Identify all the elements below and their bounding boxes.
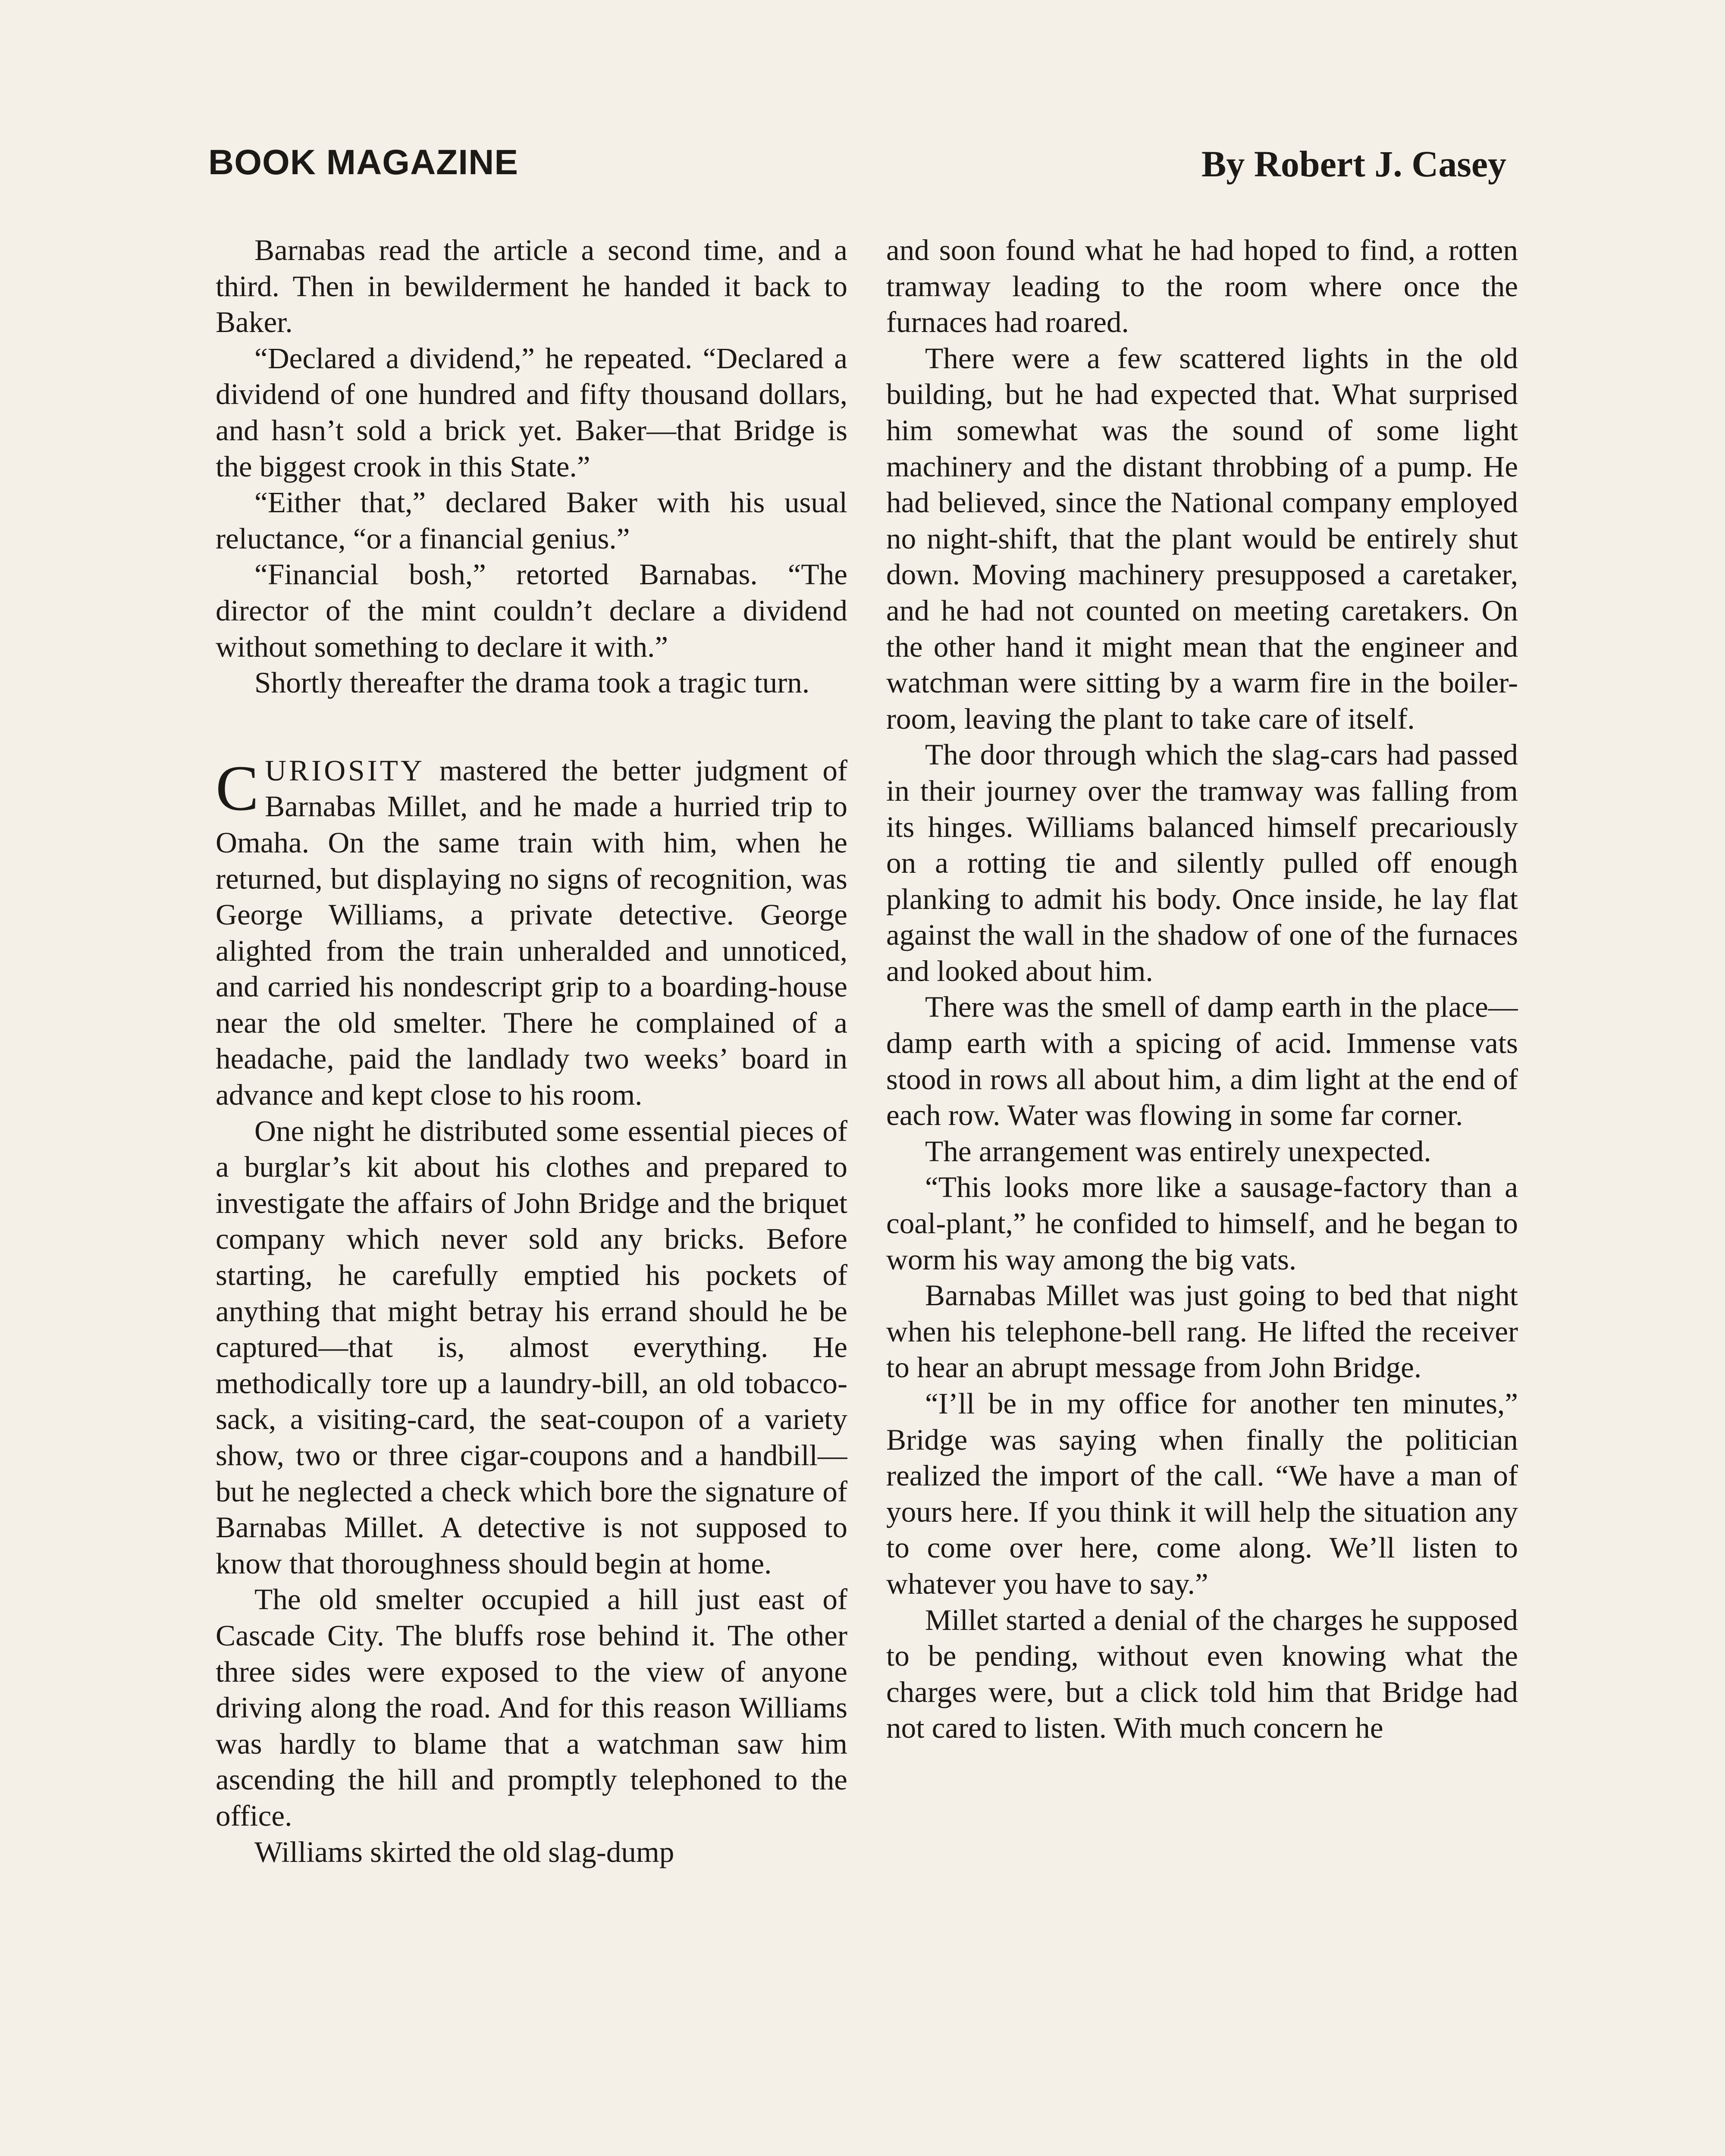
left-column: [216, 232, 847, 2156]
paragraph: Shortly thereafter the drama took a tragic turn.: [254, 666, 810, 699]
paragraph: Williams skirted the old slag-dump: [254, 1835, 674, 1868]
right-column: [886, 232, 1518, 2156]
section-break: [216, 701, 847, 752]
paragraph: The door through which the slag-cars had passed in their journey over the tramway was falling from its hinges. Williams balanced himself precariously on a rotting tie and silently pulled off enough planking to admit his body. Once inside, he lay flat against the wall in the shadow of one of the furnaces and looked about him.: [886, 738, 1518, 987]
paragraph: “Either that,” declared Baker with his usual reluctance, “or a financial genius.”: [216, 486, 847, 555]
magazine-title: BOOK MAGAZINE: [208, 143, 519, 182]
paragraph: Millet started a denial of the charges he supposed to be pending, without even knowing what the charges were, but a click told him that Bridge had not cared to listen. With much concern he: [886, 1603, 1518, 1745]
paragraph: “This looks more like a sausage-factory than a coal-plant,” he confided to himself, and he began to worm his way among the big vats.: [886, 1170, 1518, 1276]
paragraph: Barnabas read the article a second time, and a third. Then in bewilderment he handed it back to Baker.: [216, 233, 847, 339]
paragraph: and soon found what he had hoped to find, a rotten tramway leading to the room where once the furnaces had roared.: [886, 233, 1518, 339]
paragraph: “I’ll be in my office for another ten minutes,” Bridge was saying when finally the politician realized the import of the call. “We have a man of yours here. If you think it will help the situation any to come over here, come along. We’ll listen to whatever you have to say.”: [886, 1387, 1518, 1600]
paragraph: The old smelter occupied a hill just east of Cascade City. The bluffs rose behind it. The other three sides were exposed to the view of anyone driving along the road. And for this reason Williams was hardly to blame that a watchman saw him ascending the hill and promptly telephoned to the office.: [216, 1583, 847, 1832]
section-opening-paragraph: [216, 752, 847, 1113]
paragraph: “Financial bosh,” retorted Barnabas. “The director of the mint couldn’t declare a dividend without something to declare it with.”: [216, 558, 847, 663]
running-header: [208, 142, 1506, 194]
author-byline: By Robert J. Casey: [1201, 143, 1506, 185]
paragraph: The arrangement was entirely unexpected.: [925, 1134, 1431, 1168]
paragraph: One night he distributed some essential pieces of a burglar’s kit about his clothes and prepared to investigate the affairs of John Bridge and the briquet company which never sold any bricks. Before starting, he carefully emptied his pockets of anything that might betray his errand should he be captured—that is, almost everything. He methodically tore up a laundry-bill, an old tobacco-sack, a visiting-card, the seat-coupon of a variety show, two or three cigar-coupons and a handbill—but he neglected a check which bore the signature of Barnabas Millet. A detective is not supposed to know that thoroughness should begin at home.: [216, 1114, 847, 1580]
drop-cap: C: [216, 752, 259, 824]
paragraph: “Declared a dividend,” he repeated. “Declared a dividend of one hundred and fifty thousand dollars, and hasn’t sold a brick yet. Baker—that Bridge is the biggest crook in this State.”: [216, 341, 847, 483]
paragraph: There were a few scattered lights in the old building, but he had expected that. What surprised him somewhat was the sound of some light machinery and the distant throbbing of a pump. He had believed, since the National company employed no night-shift, that the plant would be entirely shut down. Moving machinery presupposed a caretaker, and he had not counted on meeting caretakers. On the other hand it might mean that the engineer and watchman were sitting by a warm fire in the boiler-room, leaving the plant to take care of itself.: [886, 341, 1518, 735]
small-caps-lead: URIOSITY: [265, 753, 425, 787]
paragraph-text: mastered the better judgment of Barnabas Millet, and he made a hurried trip to Omaha. On the same train with him, when he returned, but displaying no signs of recognition, was George Williams, a private detective. George alighted from the train unheralded and unnoticed, and carried his nondescript grip to a boarding-house near the old smelter. There he complained of a headache, paid the landlady two weeks’ board in advance and kept close to his room.: [216, 753, 847, 1112]
paragraph: Barnabas Millet was just going to bed that night when his telephone-bell rang. He lifted the receiver to hear an abrupt message from John Bridge.: [886, 1279, 1518, 1384]
paragraph: There was the smell of damp earth in the place—damp earth with a spicing of acid. Immense vats stood in rows all about him, a dim light at the end of each row. Water was flowing in some far corner.: [886, 990, 1518, 1132]
